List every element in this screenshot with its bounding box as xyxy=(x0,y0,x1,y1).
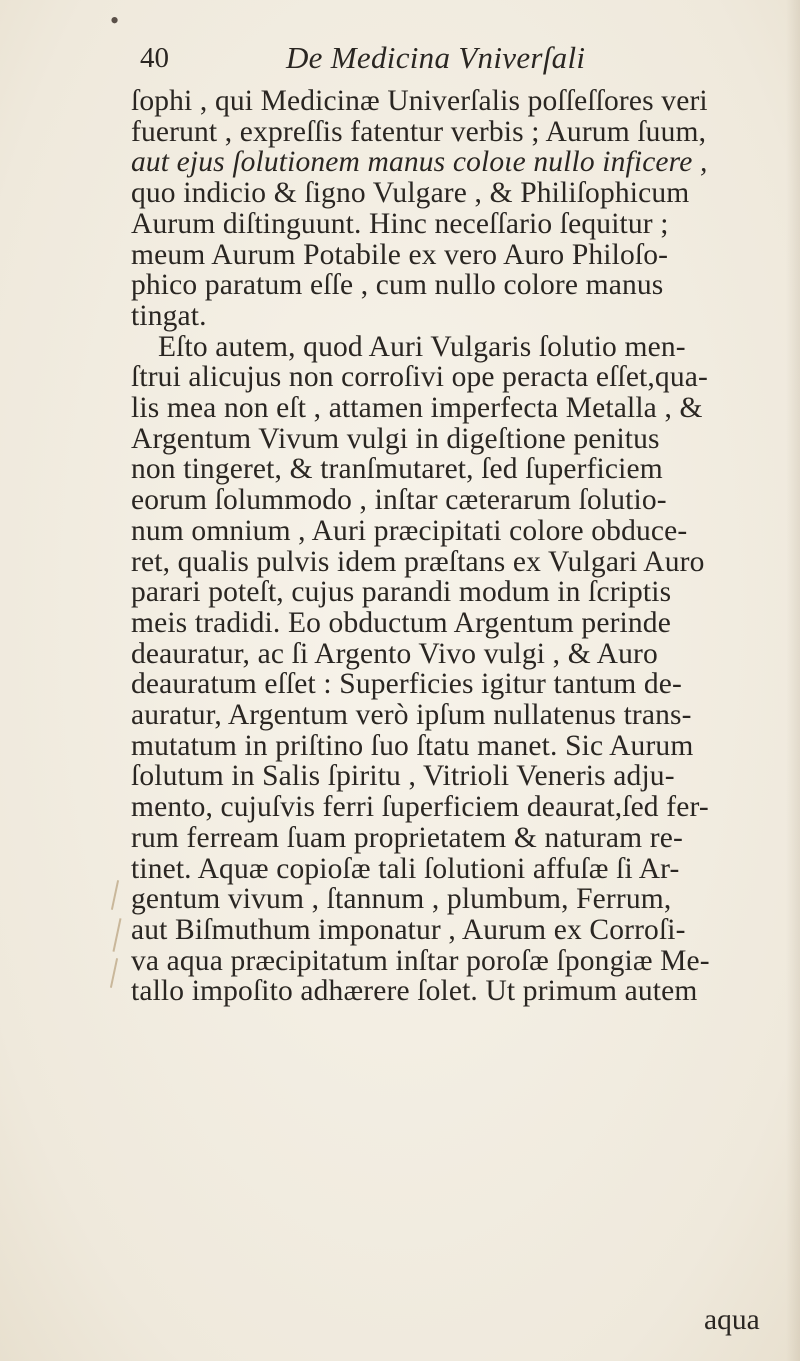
ink-speck-mark: • xyxy=(110,6,120,35)
text-line: ſophi , qui Medicinæ Univerſalis poſſeſſores veri xyxy=(131,85,708,117)
text-line: tingat. xyxy=(131,299,207,332)
catchword: aqua xyxy=(704,1304,760,1336)
text-line: mutatum in priſtino ſuo ſtatu manet. Sic Aurum xyxy=(131,729,694,762)
text-line: num omnium , Auri præcipitati colore obduce- xyxy=(131,514,688,547)
text-line: deauratur, ac ſi Argento Vivo vulgi , & Auro xyxy=(131,637,658,670)
text-line: meis tradidi. Eo obductum Argentum perinde xyxy=(131,606,671,639)
text-line: aut ejus ſolutionem manus coloɩe nullo inficere , xyxy=(131,146,708,179)
text-line: mento, cujuſvis ferri ſuperficiem deaurat,ſed fer- xyxy=(131,791,709,824)
text-line: auratur, Argentum verò ipſum nullatenus trans- xyxy=(131,699,692,731)
page-header xyxy=(140,40,700,90)
page-gutter-shadow xyxy=(786,0,800,1361)
text-line: ſolutum in Salis ſpiritu , Vitrioli Veneris adju- xyxy=(131,760,675,793)
text-line: Aurum diſtinguunt. Hinc neceſſario ſequitur ; xyxy=(131,207,669,240)
text-line: phico paratum eſſe , cum nullo colore manus xyxy=(131,269,664,302)
text-line: non tingeret, & tranſmutaret, ſed ſuperficiem xyxy=(131,453,663,486)
text-line: tinet. Aquæ copioſæ tali ſolutioni affuſæ ſi Ar- xyxy=(131,852,680,885)
text-line: deauratum eſſet : Superficies igitur tantum de- xyxy=(131,668,682,701)
text-line: fuerunt , expreſſis fatentur verbis ; Aurum ſuum, xyxy=(131,115,707,148)
text-line: aut Biſmuthum imponatur , Aurum ex Corroſi- xyxy=(131,913,686,946)
running-title: De Medicina Vniverſali xyxy=(286,40,586,75)
text-line: quo indicio & ſigno Vulgare , & Philiſophicum xyxy=(131,177,690,210)
page-number: 40 xyxy=(140,42,169,74)
text-line: ret, qualis pulvis idem præſtans ex Vulgari Auro xyxy=(131,545,705,578)
text-line: Argentum Vivum vulgi in digeſtione penitus xyxy=(131,422,660,455)
margin-pencil-marks xyxy=(108,880,128,990)
text-line: tallo impoſito adhærere ſolet. Ut primum autem xyxy=(131,975,698,1008)
text-line: meum Aurum Potabile ex vero Auro Philoſo- xyxy=(131,238,669,271)
text-line: Eſto autem, quod Auri Vulgaris ſolutio men- xyxy=(158,330,686,363)
text-line: va aqua præcipitatum inſtar poroſæ ſpongiæ Me- xyxy=(131,944,710,977)
text-line: gentum vivum , ſtannum , plumbum, Ferrum, xyxy=(131,883,672,916)
text-line: parari poteſt, cujus parandi modum in ſcriptis xyxy=(131,576,672,609)
text-line: eorum ſolummodo , inſtar cæterarum ſolutio- xyxy=(131,484,667,517)
text-line: rum ferream ſuam proprietatem & naturam re- xyxy=(131,821,683,854)
text-line: ſtrui alicujus non corroſivi ope peracta eſſet,qua- xyxy=(131,361,708,394)
text-line: lis mea non eſt , attamen imperfecta Metalla , & xyxy=(131,392,703,424)
